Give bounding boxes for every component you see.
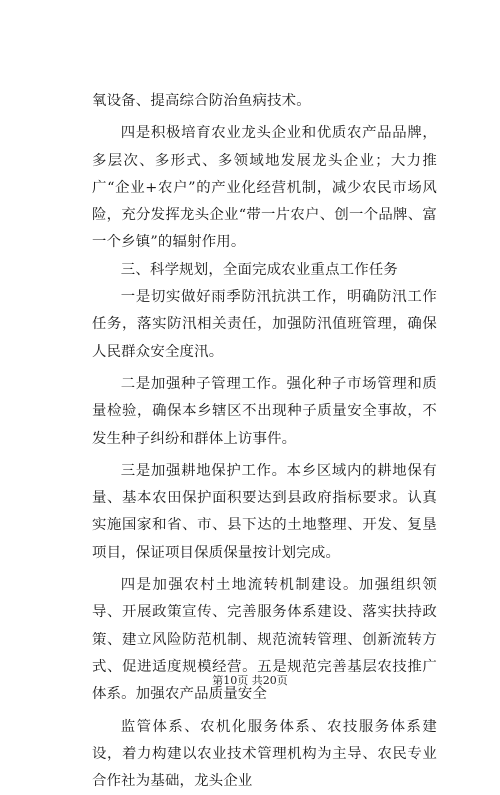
paragraph-flood-control: 一是切实做好雨季防汛抗洪工作，明确防汛工作任务，落实防汛相关责任，加强防汛值班管理，确保人民群众安全度汛。	[92, 289, 437, 360]
section-heading: 三、科学规划，全面完成农业重点工作任务	[120, 261, 399, 278]
page-number-footer: 第10页 共20页	[212, 674, 288, 687]
paragraph-seed-management: 二是加强种子管理工作。强化种子市场管理和质量检验，确保本乡辖区不出现种子质量安全事故，不发生种子纠纷和群体上访事件。	[92, 375, 437, 447]
document-body	[92, 88, 437, 795]
paragraph-1: 氧设备、提高综合防治鱼病技术。	[92, 93, 311, 109]
paragraph-land-transfer: 四是加强农村土地流转机制建设。加强组织领导、开展政策宣传、完善服务体系建设、落实扶持政策、建立风险防范机制、规范流转管理、创新流转方式、促进适度规模经营。五是规范完善基层农技推广体系。加强农产品质量安全	[92, 577, 437, 703]
paragraph-2: 四是积极培育农业龙头企业和优质农产品品牌，多层次、多形式、多领域地发展龙头企业；大力推广“企业+农户”的产业化经营机制，减少农民市场风险，充分发挥龙头企业“带一片农户、创一个品牌、富一个乡镇”的辐射作用。	[92, 125, 437, 251]
paragraph-supervision-system: 监管体系、农机化服务体系、农技服务体系建设，着力构建以农业技术管理机构为主导、农民专业合作社为基础，龙头企业	[92, 718, 437, 790]
paragraph-farmland-protection: 三是加强耕地保护工作。本乡区域内的耕地保有量、基本农田保护面积要达到县政府指标要求。认真实施国家和省、市、县下达的土地整理、开发、复垦项目，保证项目保质保量按计划完成。	[92, 462, 437, 561]
